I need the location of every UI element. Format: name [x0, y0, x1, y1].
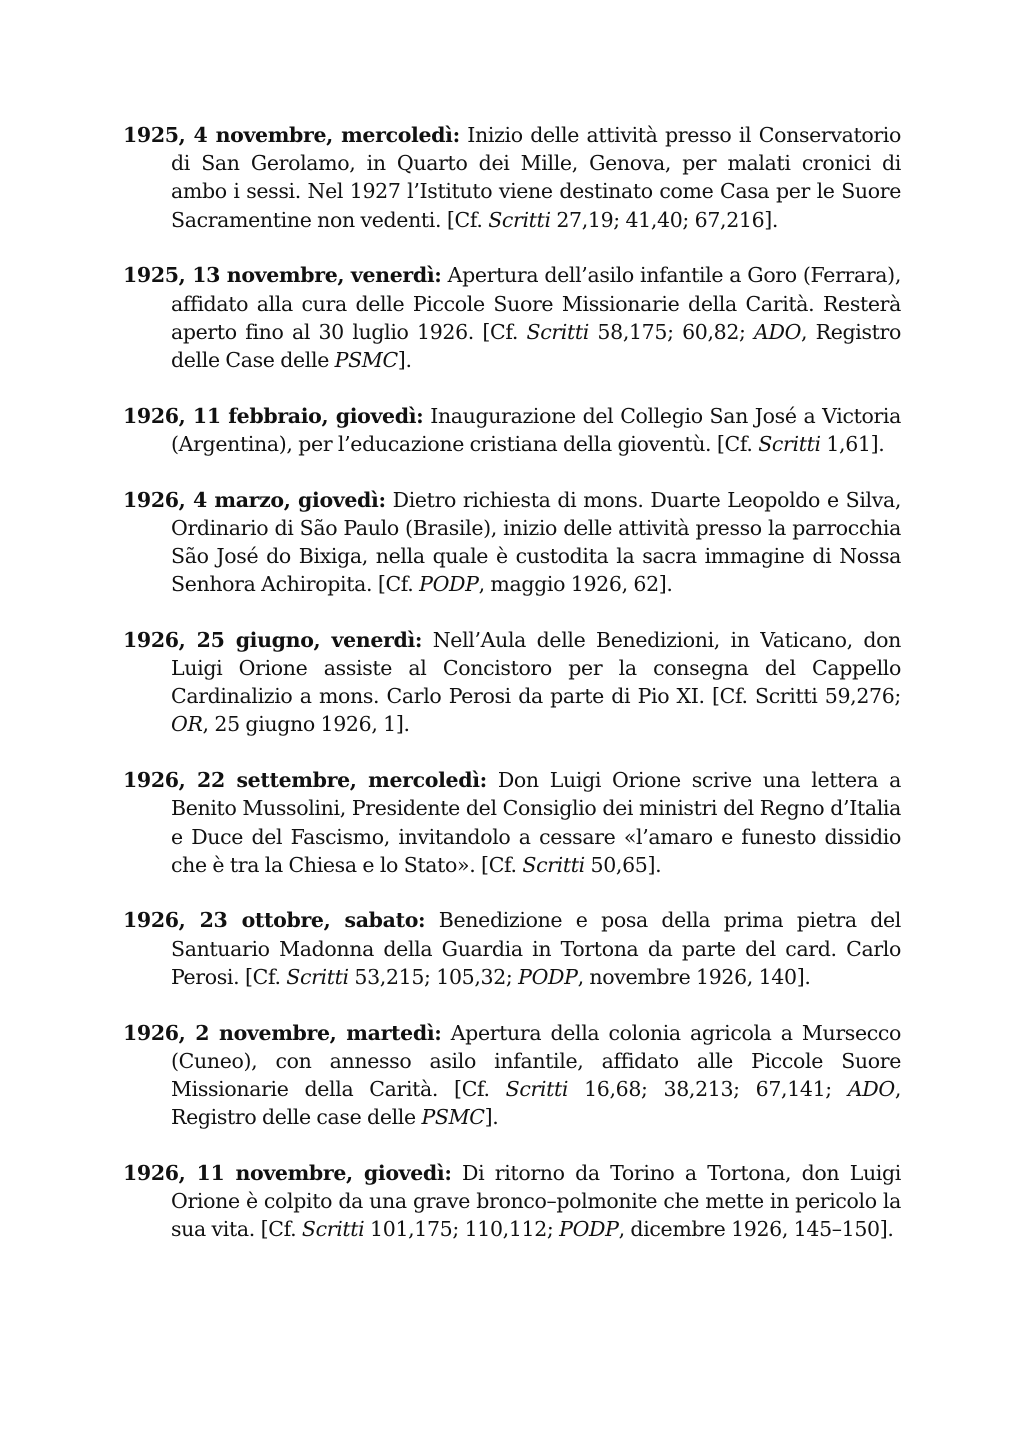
chronology-entry [123, 121, 901, 234]
entry-text: ]. [484, 1105, 499, 1130]
entry-italic-reference: ADO [754, 319, 802, 344]
entry-date-heading: 1926, 4 marzo, giovedì: [123, 487, 386, 512]
entry-italic-reference: Scritti [526, 319, 589, 344]
entry-date-heading: 1926, 25 giugno, venerdì: [123, 627, 423, 652]
entry-date-heading: 1926, 11 febbraio, giovedì: [123, 403, 424, 428]
entry-text: Benedizione e posa della prima pietra del Santuario Madonna della Guardia in Tortona da parte del card. Carlo Perosi. [Cf. [171, 908, 901, 989]
entry-date-heading: 1925, 13 novembre, venerdì: [123, 263, 442, 288]
entry-text: Apertura della colonia agricola a Mursecco (Cuneo), con annesso asilo infantile, affidato alle Piccole Suore Missionarie della Carità. [Cf. [171, 1020, 902, 1101]
entry-text: Nell’Aula delle Benedizioni, in Vaticano, don Luigi Orione assiste al Concistoro per la consegna del Cappello Cardinalizio a mons. Carlo Perosi da parte di Pio XI. [Cf. Scritti 59,276; [171, 627, 901, 709]
entry-text: 27,19; 41,40; 67,216]. [550, 207, 779, 232]
entry-text: , dicembre 1926, 145–150]. [618, 1217, 894, 1242]
chronology-entry [123, 402, 901, 458]
entry-text: , 25 giugno 1926, 1]. [202, 712, 410, 737]
entry-italic-reference: PODP [419, 572, 479, 597]
entry-text: Dietro richiesta di mons. Duarte Leopoldo e Silva, Ordinario di São Paulo (Brasile), inizio delle attività presso la parrocchia São José do Bixiga, nella quale è custodita la sacra immagine di Nossa Senhora Achiropita. [Cf. [171, 487, 902, 597]
entry-date-heading: 1926, 22 settembre, mercoledì: [123, 768, 487, 793]
entry-text: 58,175; 60,82; [588, 319, 755, 344]
chronology-page [123, 121, 901, 1271]
entry-italic-reference: Scritti [505, 1076, 569, 1101]
entry-italic-reference: Scritti [758, 431, 821, 456]
entry-text: 50,65]. [584, 852, 662, 877]
entry-italic-reference: PODP [518, 964, 578, 989]
entry-text: Inaugurazione del Collegio San José a Victoria (Argentina), per l’educazione cristiana della gioventù. [Cf. [171, 403, 901, 456]
entry-text: Don Luigi Orione scrive una lettera a Benito Mussolini, Presidente del Consiglio dei ministri del Regno d’Italia e Duce del Fascismo, invitandolo a cessare «l’amaro e funesto dissidio che è tra la Chiesa e lo Stato». [Cf. [171, 768, 901, 877]
chronology-entry [123, 261, 901, 374]
entry-date-heading: 1926, 23 ottobre, sabato: [123, 908, 426, 933]
entry-italic-reference: ADO [847, 1076, 895, 1101]
entry-italic-reference: Scritti [522, 852, 585, 877]
entry-date-heading: 1926, 2 novembre, martedì: [123, 1020, 442, 1045]
chronology-entry [123, 1019, 901, 1132]
entry-text: 101,175; 110,112; [364, 1217, 560, 1242]
chronology-entry [123, 486, 901, 599]
entry-date-heading: 1925, 4 novembre, mercoledì: [123, 123, 460, 147]
entry-text: 1,61]. [820, 431, 885, 456]
entry-date-heading: 1926, 11 novembre, giovedì: [123, 1160, 452, 1185]
entry-text: Inizio delle attività presso il Conservatorio di San Gerolamo, in Quarto dei Mille, Genova, per malati cronici di ambo i sessi. Nel 1927 l’Istituto viene destinato come Casa per le Suore Sacramentine non vedenti. [Cf. [171, 123, 901, 232]
entry-text: 16,68; 38,213; 67,141; [568, 1076, 848, 1101]
entry-italic-reference: Scritti [286, 964, 349, 989]
entry-text: , novembre 1926, 140]. [577, 964, 811, 989]
entry-text: , Registro delle Case delle [171, 319, 901, 372]
entry-text: , Registro delle case delle [171, 1076, 901, 1130]
chronology-entry [123, 766, 901, 879]
chronology-entry [123, 1159, 901, 1244]
chronology-entry [123, 626, 901, 739]
entry-italic-reference: PODP [559, 1217, 619, 1242]
entry-italic-reference: PSMC [421, 1105, 485, 1130]
entry-italic-reference: OR [171, 712, 203, 737]
entry-italic-reference: Scritti [488, 207, 551, 232]
chronology-entry [123, 906, 901, 991]
entry-text: Di ritorno da Torino a Tortona, don Luigi Orione è colpito da una grave bronco–polmonite che mette in pericolo la sua vita. [Cf. [171, 1160, 901, 1242]
entry-italic-reference: Scritti [301, 1217, 365, 1242]
entry-text: Apertura dell’asilo infantile a Goro (Ferrara), affidato alla cura delle Piccole Suore Missionarie della Carità. Resterà aperto fino al 30 luglio 1926. [Cf. [171, 263, 901, 344]
entry-italic-reference: PSMC [334, 347, 398, 372]
entry-text: , maggio 1926, 62]. [478, 572, 673, 597]
entry-text: ]. [397, 347, 412, 372]
entry-text: 53,215; 105,32; [348, 964, 519, 989]
